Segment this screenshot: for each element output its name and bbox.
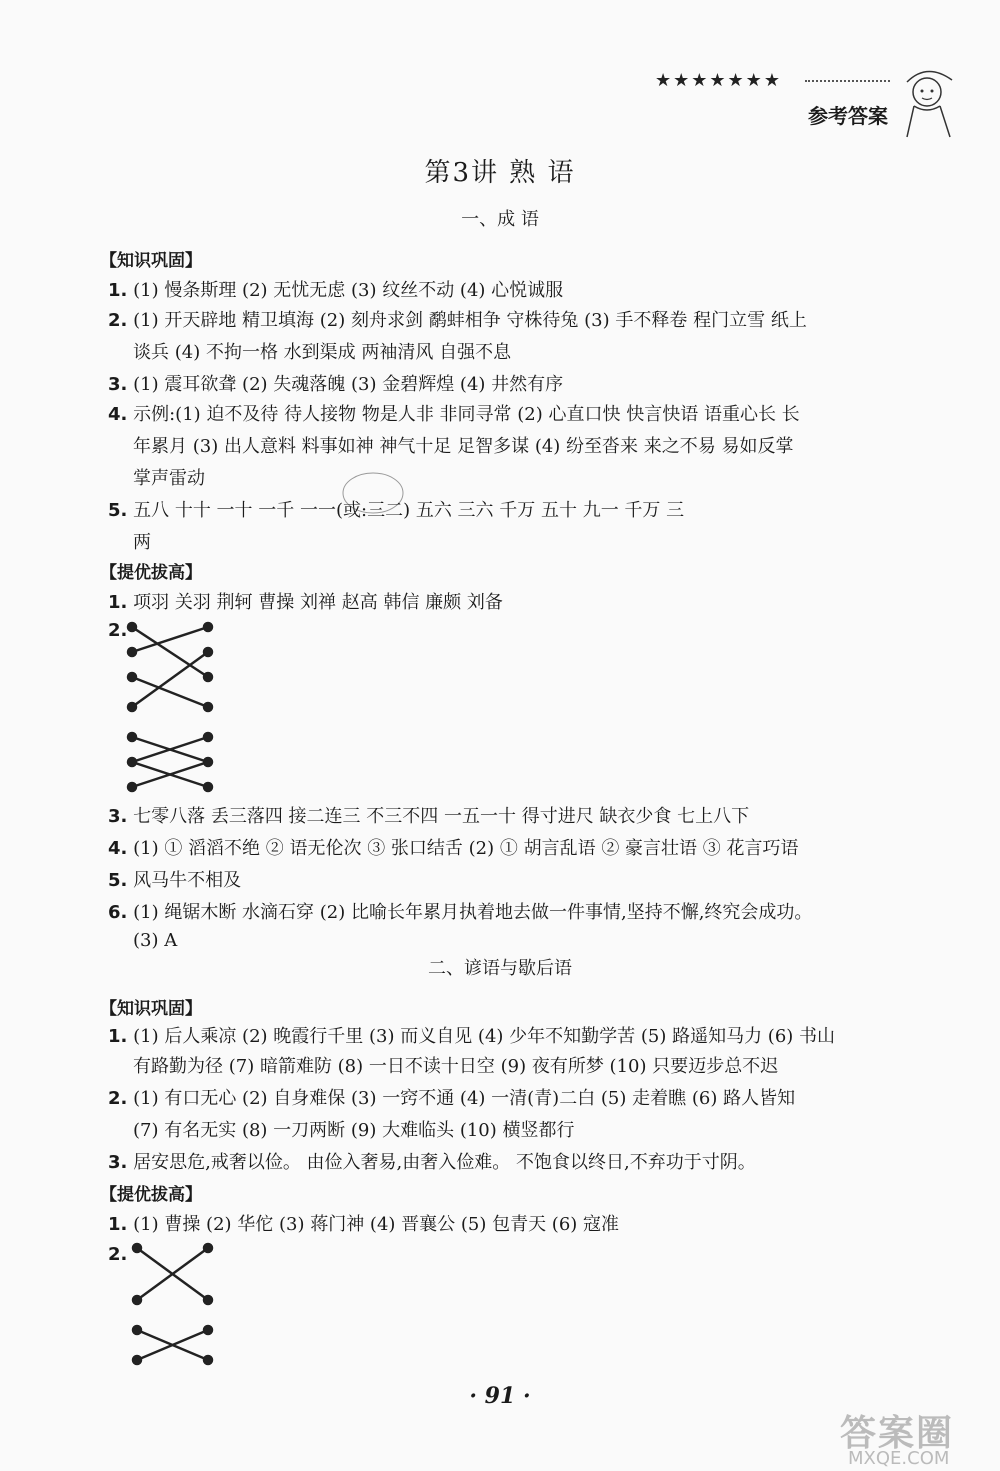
matching-diagram-2 xyxy=(125,1240,220,1370)
q-number: 1. xyxy=(108,1214,128,1235)
page-title: 第3讲 熟 语 xyxy=(424,158,576,188)
mascot-illustration xyxy=(892,62,962,142)
answer-text: 风马牛不相及 xyxy=(133,870,242,891)
q-number: 5. xyxy=(108,870,128,891)
answer-text: (3) A xyxy=(133,930,178,951)
tag-knowledge: 【知识巩固】 xyxy=(100,251,202,271)
answer-text: (1) 后人乘凉 (2) 晚霞行千里 (3) 而义自见 (4) 少年不知勤学苦 (5) 路遥知马力 (6) 书山 xyxy=(133,1026,836,1047)
answer-text: 掌声雷动 xyxy=(133,468,205,489)
watermark-logo: 答案圈 xyxy=(840,1413,955,1454)
q-number: 6. xyxy=(108,902,128,923)
answer-text: (1) 慢条斯理 (2) 无忧无虑 (3) 纹丝不动 (4) 心悦诚服 xyxy=(133,280,564,301)
answer-text: 谈兵 (4) 不拘一格 水到渠成 两袖清风 自强不息 xyxy=(133,342,512,363)
answer-text: (1) 震耳欲聋 (2) 失魂落魄 (3) 金碧辉煌 (4) 井然有序 xyxy=(133,374,564,395)
q-number: 2. xyxy=(108,1088,128,1109)
q-number: 3. xyxy=(108,374,128,395)
answer-text: (1) ① 滔滔不绝 ② 语无伦次 ③ 张口结舌 (2) ① 胡言乱语 ② 豪言壮语 ③ 花言巧语 xyxy=(133,838,799,859)
answer-text: 示例:(1) 迫不及待 待人接物 物是人非 非同寻常 (2) 心直口快 快言快语 语重心长 长 xyxy=(133,404,800,425)
answer-text: 居安思危,戒奢以俭。 由俭入奢易,由奢入俭难。 不饱食以终日,不弃功于寸阴。 xyxy=(133,1152,756,1173)
answer-text: 有路勤为径 (7) 暗箭难防 (8) 一日不读十日空 (9) 夜有所梦 (10) 只要迈步总不迟 xyxy=(133,1056,779,1077)
tag-improve: 【提优拔高】 xyxy=(100,1185,202,1205)
tag-improve: 【提优拔高】 xyxy=(100,563,202,583)
q-number: 1. xyxy=(108,1026,128,1047)
watermark-url: MXQE.COM xyxy=(848,1448,950,1469)
q-number: 3. xyxy=(108,806,128,827)
q-number: 1. xyxy=(108,280,128,301)
q-number: 1. xyxy=(108,592,128,613)
q-number: 3. xyxy=(108,1152,128,1173)
q-number: 5. xyxy=(108,500,128,521)
q-number: 4. xyxy=(108,838,128,859)
tag-knowledge: 【知识巩固】 xyxy=(100,999,202,1019)
section-heading-idioms: 一、成 语 xyxy=(461,209,539,230)
answer-text: 七零八落 丢三落四 接二连三 不三不四 一五一十 得寸进尺 缺衣少食 七上八下 xyxy=(133,806,750,827)
answer-text: (1) 曹操 (2) 华佗 (3) 蒋门神 (4) 晋襄公 (5) 包青天 (6) 寇准 xyxy=(133,1214,620,1235)
matching-diagram-1 xyxy=(120,615,220,815)
answer-text: 两 xyxy=(133,532,151,553)
q-number: 2. xyxy=(108,1244,128,1265)
answer-text: (1) 绳锯木断 水滴石穿 (2) 比喻长年累月执着地去做一件事情,坚持不懈,终究会成功。 xyxy=(133,902,813,923)
page-number: · 91 · xyxy=(469,1383,531,1409)
answer-text: (7) 有名无实 (8) 一刀两断 (9) 大难临头 (10) 横竖都行 xyxy=(133,1120,575,1141)
section-heading-proverbs: 二、谚语与歇后语 xyxy=(428,958,572,979)
header-stars: ★★★★★★★ xyxy=(655,70,782,91)
q-number: 2. xyxy=(108,620,128,641)
answer-text: 项羽 关羽 荆轲 曹操 刘禅 赵高 韩信 廉颇 刘备 xyxy=(133,592,503,613)
q-number: 2. xyxy=(108,310,128,331)
answer-text: (1) 有口无心 (2) 自身难保 (3) 一窍不通 (4) 一清(青)二白 (5) 走着瞧 (6) 路人皆知 xyxy=(133,1088,796,1109)
answer-text: 五八 十十 一十 一千 一一(或:三二) 五六 三六 千万 五十 九一 千万 三 xyxy=(133,500,685,521)
answer-text: 年累月 (3) 出人意料 料事如神 神气十足 足智多谋 (4) 纷至沓来 来之不易 易如反掌 xyxy=(133,436,794,457)
answer-text: (1) 开天辟地 精卫填海 (2) 刻舟求剑 鹬蚌相争 守株待兔 (3) 手不释卷 程门立雪 纸上 xyxy=(133,310,807,331)
header-label: 参考答案 xyxy=(808,104,888,128)
q-number: 4. xyxy=(108,404,128,425)
header-dotted-rule xyxy=(805,80,890,82)
